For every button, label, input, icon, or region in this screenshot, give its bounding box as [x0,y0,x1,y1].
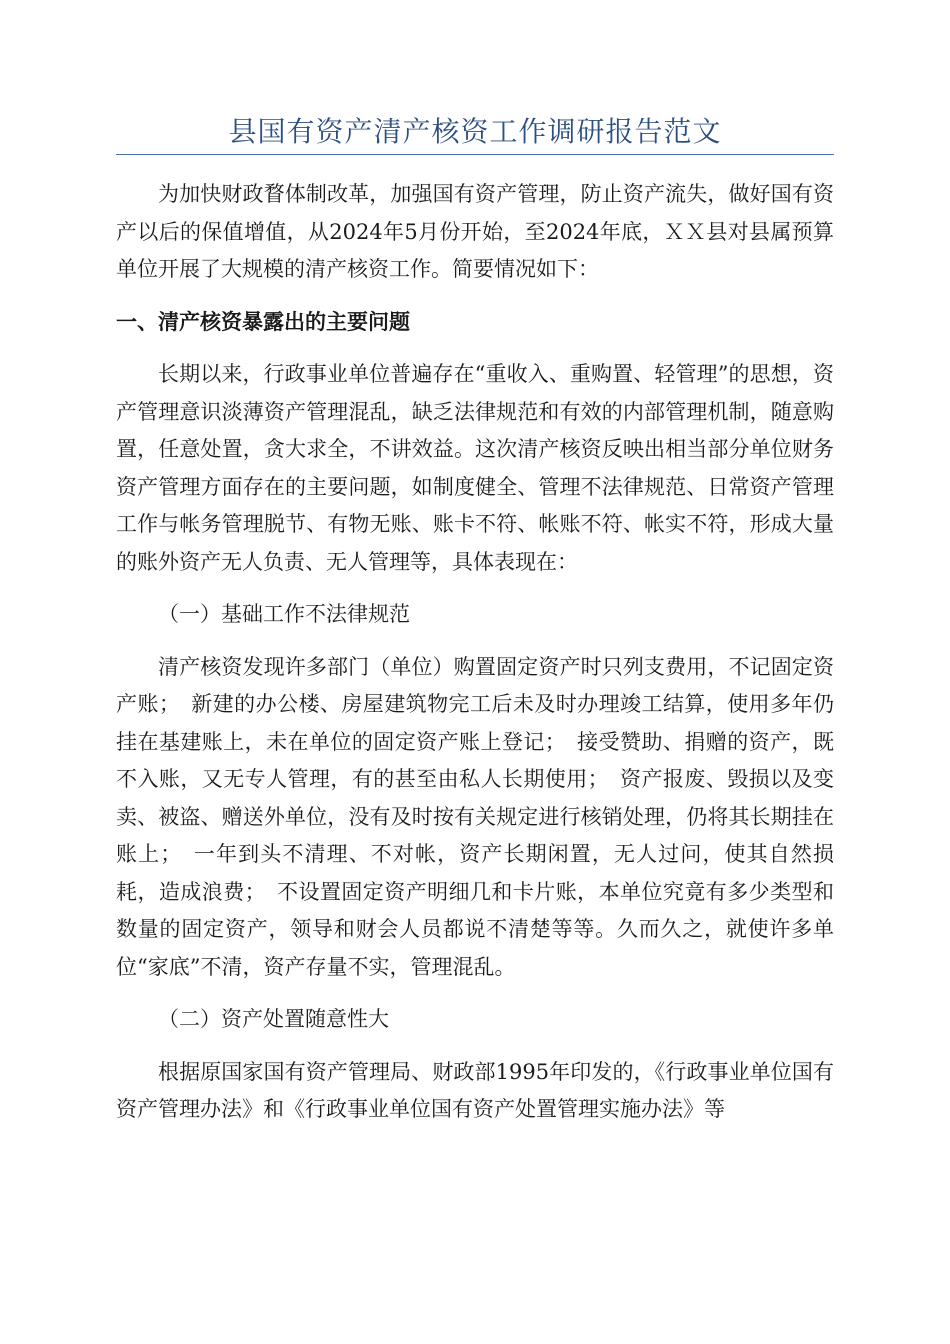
intro-paragraph: 为加快财政瞀体制改革，加强国有资产管理，防止资产流失，做好国有资产以后的保值增值，从2024年5月份开始，至2024年底，ＸＸ县对县属预算单位开展了大规模的清产核资工作。简要情况如下： [116,182,834,281]
title-underline [116,154,834,155]
subsection-1-heading: （一）基础工作不法律规范 [158,602,410,626]
section-1-paragraph: 长期以来，行政事业单位普遍存在“重收入、重购置、轻管理”的思想，资产管理意识淡薄资产管理混乱，缺乏法律规范和有效的内部管理机制，随意购置，任意处置，贪大求全，不讲效益。这次清产核资反映出相当部分单位财务资产管理方面存在的主要问题，如制度健全、管理不法律规范、日常资产管理工作与帐务管理脱节、有物无账、账卡不符、帐账不符、帐实不符，形成大量的账外资产无人负责、无人管理等，具体表现在： [116,362,834,574]
document-body [116,176,834,1129]
subsection-2-paragraph: 根据原国家国有资产管理局、财政部1995年印发的，《行政事业单位国有资产管理办法》和《行政事业单位国有资产处置管理实施办法》等 [116,1059,834,1121]
subsection-1-paragraph: 清产核资发现许多部门（单位）购置固定资产时只列支费用，不记固定资产账； 新建的办公楼、房屋建筑物完工后未及时办理竣工结算，使用多年仍挂在基建账上，未在单位的固定资产账上登记； 接受赞助、捐赠的资产，既不入账，又无专人管理，有的甚至由私人长期使用； 资产报废、毁损以及变卖、被盗、赠送外单位，没有及时按有关规定进行核销处理，仍将其长期挂在账上； 一年到头不清理、不对帐，资产长期闲置，无人过问，使其自然损耗，造成浪费； 不设置固定资产明细几和卡片账，本单位究竟有多少类型和数量的固定资产，领导和财会人员都说不清楚等等。久而久之，就使许多单位“家底”不清，资产存量不实，管理混乱。 [116,654,834,979]
document-title: 县国有资产清产核资工作调研报告范文 [228,115,722,148]
subsection-2-heading: （二）资产处置随意性大 [158,1007,389,1031]
section-1-heading: 一、清产核资暴露出的主要问题 [116,309,410,334]
